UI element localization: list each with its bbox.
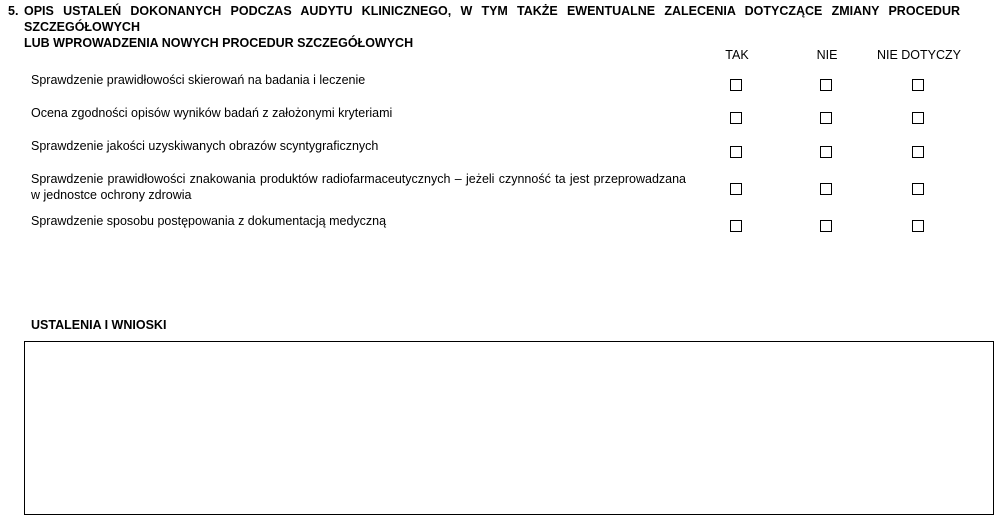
- checkbox-radiopharmaceutical-labeling-nie[interactable]: [820, 183, 832, 195]
- checkbox-result-descriptions-tak[interactable]: [730, 112, 742, 124]
- section-number: 5.: [8, 4, 19, 18]
- checkbox-medical-documentation-nie[interactable]: [820, 220, 832, 232]
- row-label-medical-documentation: Sprawdzenie sposobu postępowania z dokumentacją medyczną: [31, 214, 387, 228]
- section-heading-line1: [8, 3, 960, 35]
- checkbox-referrals-nie[interactable]: [820, 79, 832, 91]
- checkbox-image-quality-nie[interactable]: [820, 146, 832, 158]
- checkbox-referrals-nie-dotyczy[interactable]: [912, 79, 924, 91]
- checkbox-result-descriptions-nie[interactable]: [820, 112, 832, 124]
- column-header-nie: NIE: [816, 48, 838, 62]
- row-label-result-descriptions: Ocena zgodności opisów wyników badań z założonymi kryteriami: [31, 106, 393, 120]
- section-title-line1: OPIS USTALEŃ DOKONANYCH PODCZAS AUDYTU KLINICZNEGO, W TYM TAKŻE EWENTUALNE ZALECENIA DOTYCZĄCE ZMIANY PROCEDUR SZCZEGÓŁOWYCH: [24, 4, 960, 34]
- findings-label: USTALENIA I WNIOSKI: [31, 318, 167, 332]
- row-label-image-quality: Sprawdzenie jakości uzyskiwanych obrazów scyntygraficznych: [31, 139, 379, 153]
- column-header-tak: TAK: [725, 48, 749, 62]
- section-heading: [8, 3, 960, 51]
- findings-textarea[interactable]: [24, 341, 994, 515]
- checkbox-medical-documentation-nie-dotyczy[interactable]: [912, 220, 924, 232]
- checkbox-radiopharmaceutical-labeling-tak[interactable]: [730, 183, 742, 195]
- row-label-radiopharmaceutical-labeling: Sprawdzenie prawidłowości znakowania produktów radiofarmaceutycznych – jeżeli czynność ta jest przeprowadzana w jednostce ochrony zdrowia: [31, 172, 686, 202]
- checkbox-radiopharmaceutical-labeling-nie-dotyczy[interactable]: [912, 183, 924, 195]
- checkbox-result-descriptions-nie-dotyczy[interactable]: [912, 112, 924, 124]
- checkbox-image-quality-nie-dotyczy[interactable]: [912, 146, 924, 158]
- checkbox-medical-documentation-tak[interactable]: [730, 220, 742, 232]
- section-title-line2: LUB WPROWADZENIA NOWYCH PROCEDUR SZCZEGÓŁOWYCH: [24, 36, 414, 50]
- column-header-nie-dotyczy: NIE DOTYCZY: [876, 48, 962, 62]
- row-label-referrals: Sprawdzenie prawidłowości skierowań na badania i leczenie: [31, 73, 366, 87]
- checkbox-referrals-tak[interactable]: [730, 79, 742, 91]
- checkbox-image-quality-tak[interactable]: [730, 146, 742, 158]
